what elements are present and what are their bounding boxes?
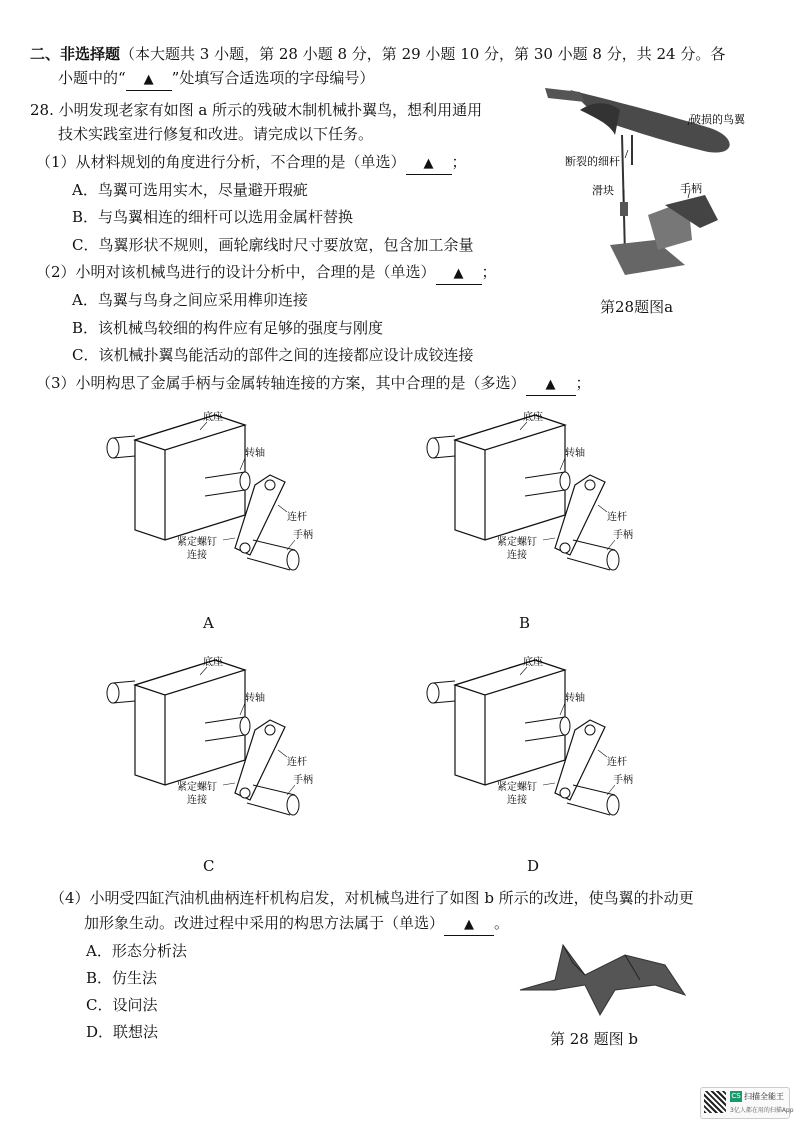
svg-text:底座: 底座 — [203, 657, 223, 668]
option-1a: A．鸟翼可选用实木，尽量避开瑕疵 — [72, 181, 308, 199]
sub-question-4-line2: 加形象生动。改进过程中采用的构思方法属于（单选） ▲ 。 — [84, 913, 509, 936]
label-broken-wing: 破损的鸟翼 — [690, 113, 745, 126]
answer-blank-symbol: ▲ — [143, 72, 154, 87]
option-a-letter: A — [203, 614, 214, 632]
option-b-letter: B — [519, 614, 531, 632]
watermark-title: 扫描全能王 — [744, 1092, 784, 1101]
svg-text:连杆: 连杆 — [287, 512, 307, 523]
label-broken-rod: 断裂的细杆 — [565, 155, 620, 168]
svg-text:连接: 连接 — [187, 550, 207, 561]
option-2c: C．该机械扑翼鸟能活动的部件之间的连接都应设计成铰连接 — [72, 346, 474, 364]
svg-text:紧定螺钉: 紧定螺钉 — [177, 782, 217, 793]
svg-text:紧定螺钉: 紧定螺钉 — [177, 537, 217, 548]
option-c-letter: C — [203, 857, 215, 875]
svg-text:连杆: 连杆 — [607, 757, 627, 768]
section-note: （本大题共 3 小题，第 28 小题 8 分，第 29 小题 10 分，第 30 小题 8 分，共 24 分。各 — [120, 45, 726, 63]
svg-text:手柄: 手柄 — [613, 530, 633, 541]
svg-text:底座: 底座 — [523, 657, 543, 668]
label-slider: 滑块 — [592, 184, 614, 197]
svg-text:连接: 连接 — [507, 795, 527, 806]
svg-text:手柄: 手柄 — [293, 530, 313, 541]
svg-text:转轴: 转轴 — [565, 448, 585, 459]
option-2a: A．鸟翼与鸟身之间应采用榫卯连接 — [72, 291, 308, 309]
option-1c: C．鸟翼形状不规则，画轮廓线时尺寸要放宽，包含加工余量 — [72, 236, 474, 254]
svg-text:连接: 连接 — [187, 795, 207, 806]
svg-text:转轴: 转轴 — [245, 693, 265, 704]
cs-badge: CS — [731, 1092, 741, 1100]
svg-text:转轴: 转轴 — [245, 448, 265, 459]
figure-a — [540, 80, 780, 290]
sub-question-1: （1）从材料规划的角度进行分析，不合理的是（单选） ▲ ； — [36, 152, 467, 175]
svg-text:连杆: 连杆 — [607, 512, 627, 523]
figure-a-caption: 第28题图a — [600, 298, 674, 316]
sub-question-2: （2）小明对该机械鸟进行的设计分析中，合理的是（单选） ▲ ； — [36, 262, 497, 285]
figure-b-caption: 第 28 题图 b — [550, 1030, 638, 1048]
label-handle: 手柄 — [680, 182, 702, 195]
slider — [620, 202, 628, 216]
option-4c: C．设问法 — [86, 996, 158, 1014]
svg-text:紧定螺钉: 紧定螺钉 — [497, 782, 537, 793]
qr-code-icon — [704, 1091, 726, 1113]
section-heading-line — [30, 44, 725, 64]
answer-blank[interactable]: ▲ — [436, 262, 482, 285]
svg-text:底座: 底座 — [203, 412, 223, 423]
svg-text:连杆: 连杆 — [287, 757, 307, 768]
svg-text:转轴: 转轴 — [565, 693, 585, 704]
question-28-intro: 28. 小明发现老家有如图 a 所示的残破木制机械扑翼鸟，想利用通用 — [30, 101, 483, 119]
answer-blank[interactable]: ▲ — [444, 913, 494, 936]
question-28-intro-2: 技术实践室进行修复和改进。请完成以下任务。 — [58, 125, 374, 143]
svg-text:连接: 连接 — [507, 550, 527, 561]
option-d-letter: D — [527, 857, 540, 875]
svg-text:手柄: 手柄 — [293, 775, 313, 786]
option-d-figure[interactable] — [415, 645, 655, 835]
option-2b: B．该机械鸟较细的构件应有足够的强度与刚度 — [72, 319, 384, 337]
answer-blank[interactable]: ▲ — [526, 373, 576, 396]
answer-blank[interactable]: ▲ — [406, 152, 452, 175]
watermark-logo — [700, 1087, 794, 1119]
option-1b: B．与鸟翼相连的细杆可以选用金属杆替换 — [72, 208, 354, 226]
option-4d: D．联想法 — [86, 1023, 159, 1041]
figure-b — [515, 935, 695, 1025]
watermark-subtitle: 3亿人都在用的扫描App — [730, 1107, 794, 1114]
section-heading: 二、非选择题 — [30, 45, 121, 63]
svg-text:手柄: 手柄 — [613, 775, 633, 786]
svg-text:紧定螺钉: 紧定螺钉 — [497, 537, 537, 548]
broken-rod — [622, 135, 625, 255]
mechanical-bird — [520, 945, 685, 1015]
option-b-figure[interactable] — [415, 400, 655, 590]
sub-question-4: （4）小明受四缸汽油机曲柄连杆机构启发，对机械鸟进行了如图 b 所示的改进，使鸟翼的扑动更 — [50, 889, 694, 907]
svg-text:底座: 底座 — [523, 412, 543, 423]
option-c-figure[interactable] — [95, 645, 335, 835]
section-note-line2: 小题中的“ ▲ ”处填写合适选项的字母编号） — [58, 68, 374, 91]
option-4b: B．仿生法 — [86, 969, 158, 987]
option-a-figure[interactable] — [95, 400, 335, 590]
sub-question-3: （3）小明构思了金属手柄与金属转轴连接的方案，其中合理的是（多选） ▲ ； — [36, 373, 591, 396]
option-4a: A．形态分析法 — [86, 942, 187, 960]
question-number: 28. — [30, 101, 54, 119]
